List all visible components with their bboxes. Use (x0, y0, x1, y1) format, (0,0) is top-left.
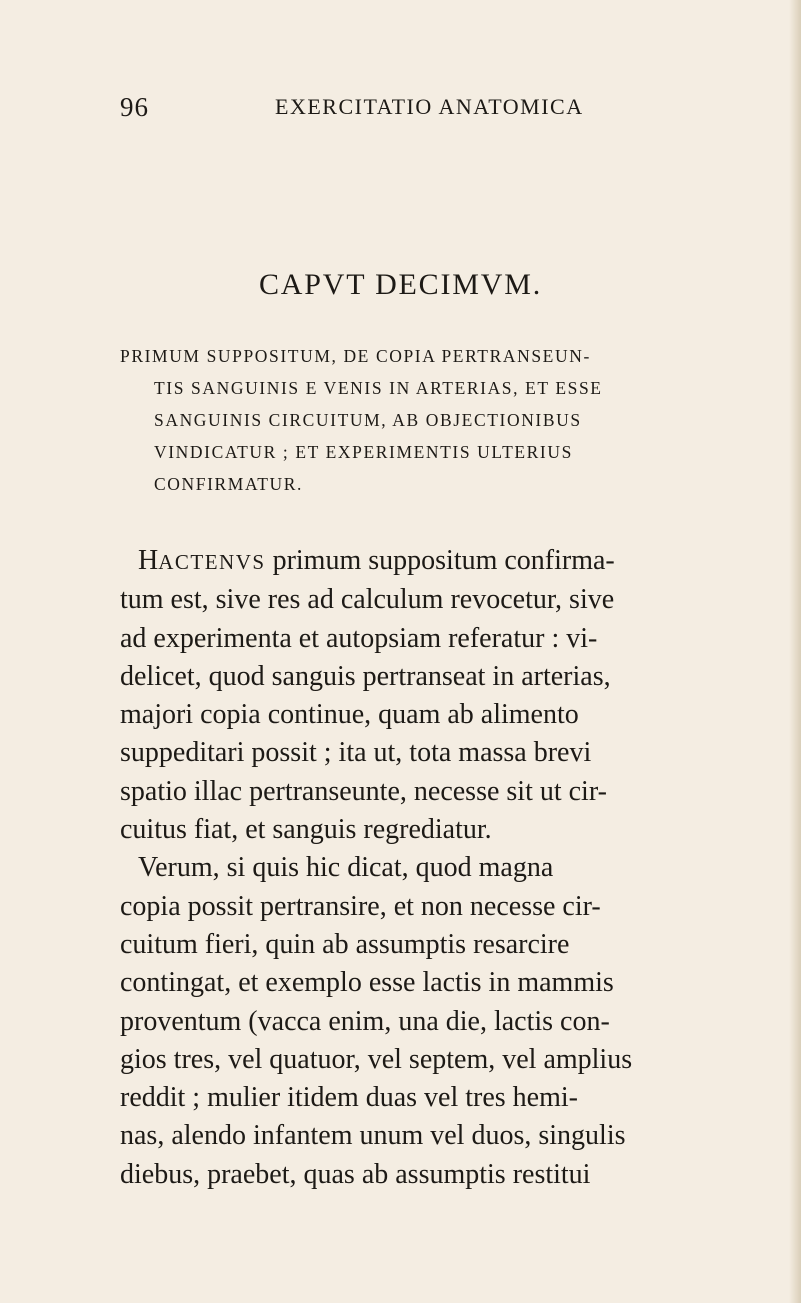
body-line: nas, alendo infantem unum vel duos, singulis (120, 1120, 626, 1152)
body-line: suppeditari possit ; ita ut, tota massa brevi (120, 737, 592, 769)
body-line: delicet, quod sanguis pertranseat in arterias, (120, 660, 611, 692)
body-text (120, 542, 750, 1194)
summary-line: VINDICATUR ; ET EXPERIMENTIS ULTERIUS (154, 442, 573, 462)
opening-word-initial: H (138, 545, 159, 576)
body-line (120, 542, 750, 581)
body-line: proventum (vacca enim, una die, lactis con- (120, 1005, 610, 1037)
summary-line: TIS SANGUINIS E VENIS IN ARTERIAS, ET ESSE (154, 378, 603, 398)
body-line: tum est, sive res ad calculum revocetur, sive (120, 584, 615, 616)
body-line: cuitus fiat, et sanguis regrediatur. (120, 814, 492, 846)
running-title: EXERCITATIO ANATOMICA (275, 94, 584, 119)
summary-line: SANGUINIS CIRCUITUM, AB OBJECTIONIBUS (154, 410, 582, 430)
body-line: majori copia continue, quam ab alimento (120, 699, 579, 731)
summary-line: CONFIRMATUR. (154, 474, 304, 494)
opening-word-small-caps: ACTENVS (158, 550, 266, 574)
body-line: spatio illac pertranseunte, necesse sit ut cir- (120, 775, 607, 807)
page-number: 96 (120, 92, 149, 122)
chapter-summary (120, 340, 740, 500)
summary-line: PRIMUM SUPPOSITUM, DE COPIA PERTRANSEUN- (120, 346, 591, 366)
body-line: contingat, et exemplo esse lactis in mammis (120, 967, 614, 999)
body-line: Verum, si quis hic dicat, quod magna (138, 852, 554, 884)
running-head (120, 92, 740, 132)
body-line: ad experimenta et autopsiam referatur : vi- (120, 622, 598, 654)
body-line: reddit ; mulier itidem duas vel tres hemi- (120, 1082, 578, 1114)
body-line: diebus, praebet, quas ab assumptis restitui (120, 1158, 591, 1190)
body-line: cuitum fieri, quin ab assumptis resarcire (120, 928, 570, 960)
chapter-title: CAPVT DECIMVM. (258, 268, 542, 301)
body-line-text: primum suppositum confirma- (265, 545, 615, 576)
page-edge-shadow (789, 0, 801, 1303)
body-line: gios tres, vel quatuor, vel septem, vel amplius (120, 1043, 633, 1075)
body-line: copia possit pertransire, et non necesse cir- (120, 890, 601, 922)
